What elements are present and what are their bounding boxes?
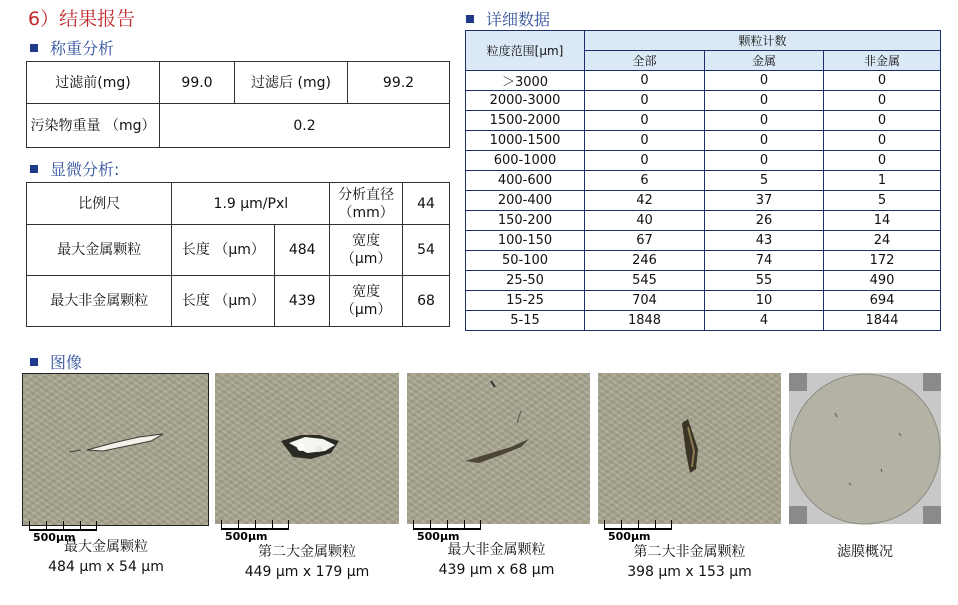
detail-table: [465, 30, 941, 331]
scale-bar-label: 500μm: [417, 530, 460, 543]
cell-all: 42: [585, 191, 705, 211]
cell-metal: 74: [705, 251, 824, 271]
max-nonmetal-length: 439: [275, 276, 330, 327]
table-row: [466, 131, 941, 151]
cell-metal: 0: [705, 131, 824, 151]
table-row: [466, 191, 941, 211]
nonmetal-particle-icon: [407, 373, 590, 524]
caption-name: 最大非金属颗粒: [447, 542, 546, 558]
image-largest-nonmetal: [407, 373, 590, 543]
cell-metal: 55: [705, 271, 824, 291]
cell-metal: 0: [705, 151, 824, 171]
table-row: [466, 91, 941, 111]
cell-nonmetal: 694: [824, 291, 941, 311]
cell-range: 1000-1500: [466, 131, 585, 151]
contaminant-value: 0.2: [160, 104, 450, 148]
images-heading: 图像: [50, 353, 83, 372]
cell-metal: 43: [705, 231, 824, 251]
cell-range: 100-150: [466, 231, 585, 251]
cell-nonmetal: 1: [824, 171, 941, 191]
cell-range: 5-15: [466, 311, 585, 331]
cell-metal: 5: [705, 171, 824, 191]
cell-all: 704: [585, 291, 705, 311]
cell-all: 40: [585, 211, 705, 231]
table-row: [466, 231, 941, 251]
after-label: 过滤后 (mg): [235, 62, 348, 104]
cell-nonmetal: 14: [824, 211, 941, 231]
caption-size: 449 μm x 179 μm: [244, 564, 370, 580]
cell-range: 400-600: [466, 171, 585, 191]
cell-all: 67: [585, 231, 705, 251]
cell-range: 15-25: [466, 291, 585, 311]
cell-range: ＞3000: [466, 71, 585, 91]
image-second-metal: [215, 373, 399, 543]
cell-range: 50-100: [466, 251, 585, 271]
table-row: [466, 211, 941, 231]
metal-particle-icon: [23, 374, 208, 525]
table-row: [466, 71, 941, 91]
detail-section-heading: [466, 7, 550, 30]
cell-all: 0: [585, 91, 705, 111]
cell-all: 0: [585, 151, 705, 171]
table-row: [466, 311, 941, 331]
micro-section-heading: [30, 157, 119, 180]
cell-nonmetal: 0: [824, 71, 941, 91]
cell-all: 0: [585, 71, 705, 91]
table-row: [466, 251, 941, 271]
caption-size: 439 μm x 68 μm: [438, 562, 555, 578]
page-title: 6）结果报告: [28, 8, 136, 30]
max-nonmetal-label: 最大非金属颗粒: [27, 276, 172, 327]
cell-nonmetal: 0: [824, 131, 941, 151]
image-largest-metal: [22, 373, 209, 544]
cell-nonmetal: 1844: [824, 311, 941, 331]
cell-metal: 37: [705, 191, 824, 211]
cell-nonmetal: 0: [824, 91, 941, 111]
caption-size: 398 μm x 153 μm: [627, 564, 752, 580]
cell-metal: 4: [705, 311, 824, 331]
cell-range: 25-50: [466, 271, 585, 291]
weight-section-heading: [30, 36, 114, 59]
caption-size: 484 μm x 54 μm: [48, 559, 164, 575]
caption-name: 滤膜概况: [837, 544, 893, 560]
cell-nonmetal: 490: [824, 271, 941, 291]
range-header: 粒度范围[μm]: [466, 31, 585, 71]
cell-all: 0: [585, 131, 705, 151]
bullet-square-icon: [30, 358, 38, 366]
table-row: [466, 151, 941, 171]
caption-name: 第二大金属颗粒: [258, 544, 356, 560]
weight-table: [26, 61, 450, 148]
cell-nonmetal: 5: [824, 191, 941, 211]
cell-metal: 10: [705, 291, 824, 311]
max-nonmetal-width: 68: [403, 276, 450, 327]
scale-bar-label: 500μm: [33, 531, 76, 544]
max-nonmetal-length-label: 长度 （μm）: [172, 276, 275, 327]
col-nonmetal-header: 非金属: [824, 51, 941, 71]
nonmetal-particle-icon: [598, 373, 781, 524]
cell-all: 246: [585, 251, 705, 271]
micro-heading: 显微分析:: [50, 160, 120, 179]
cell-all: 6: [585, 171, 705, 191]
weight-heading: 称重分析: [50, 39, 115, 58]
cell-metal: 26: [705, 211, 824, 231]
cell-nonmetal: 0: [824, 111, 941, 131]
cell-metal: 0: [705, 111, 824, 131]
detail-heading: 详细数据: [486, 10, 551, 29]
col-metal-header: 金属: [705, 51, 824, 71]
caption-largest-metal: [22, 537, 190, 577]
scale-label: 比例尺: [27, 183, 172, 225]
scale-bar-label: 500μm: [225, 530, 268, 543]
cell-range: 1500-2000: [466, 111, 585, 131]
max-metal-label: 最大金属颗粒: [27, 225, 172, 276]
max-nonmetal-width-label: 宽度 （μm）: [330, 276, 403, 327]
max-metal-length-label: 长度 （μm）: [172, 225, 275, 276]
after-value: 99.2: [348, 62, 450, 104]
table-row: [466, 291, 941, 311]
cell-range: 200-400: [466, 191, 585, 211]
table-row: [466, 111, 941, 131]
caption-name: 最大金属颗粒: [64, 539, 148, 555]
cell-metal: 0: [705, 71, 824, 91]
caption-largest-nonmetal: [405, 540, 588, 580]
col-all-header: 全部: [585, 51, 705, 71]
caption-second-nonmetal: [598, 542, 781, 582]
image-second-nonmetal: [598, 373, 781, 543]
cell-range: 600-1000: [466, 151, 585, 171]
metal-particle-icon: [215, 373, 399, 524]
before-value: 99.0: [160, 62, 235, 104]
bullet-square-icon: [30, 165, 38, 173]
before-label: 过滤前(mg): [27, 62, 160, 104]
bullet-square-icon: [466, 15, 474, 23]
max-metal-width-label: 宽度 （μm）: [330, 225, 403, 276]
cell-nonmetal: 24: [824, 231, 941, 251]
cell-all: 1848: [585, 311, 705, 331]
cell-metal: 0: [705, 91, 824, 111]
contaminant-label: 污染物重量 （mg）: [27, 104, 160, 148]
table-row: [466, 271, 941, 291]
cell-nonmetal: 0: [824, 151, 941, 171]
caption-name: 第二大非金属颗粒: [633, 544, 746, 560]
caption-filter-overview: [789, 542, 941, 562]
image-filter-overview: [789, 373, 941, 524]
cell-nonmetal: 172: [824, 251, 941, 271]
cell-all: 0: [585, 111, 705, 131]
caption-second-metal: [215, 542, 399, 582]
images-section-heading: [30, 350, 82, 373]
diameter-label: 分析直径 （mm）: [330, 183, 403, 225]
cell-range: 2000-3000: [466, 91, 585, 111]
scale-value: 1.9 μm/Pxl: [172, 183, 330, 225]
scale-bar-label: 500μm: [608, 530, 651, 543]
bullet-square-icon: [30, 44, 38, 52]
max-metal-width: 54: [403, 225, 450, 276]
count-header: 颗粒计数: [585, 31, 941, 51]
diameter-value: 44: [403, 183, 450, 225]
max-metal-length: 484: [275, 225, 330, 276]
micro-table: [26, 182, 450, 327]
table-row: [466, 171, 941, 191]
cell-all: 545: [585, 271, 705, 291]
cell-range: 150-200: [466, 211, 585, 231]
filter-membrane-icon: [789, 373, 941, 524]
